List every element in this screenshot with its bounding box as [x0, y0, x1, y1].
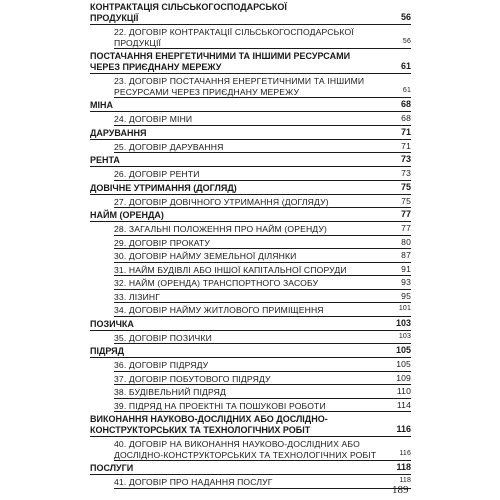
entry-title: 40. ДОГОВІР НА ВИКОНАННЯ НАУКОВО-ДОСЛІДНИХ АБО ДОСЛІДНО-КОНСТРУКТОРСЬКИХ ТА ТЕХНОЛОГІЧНИХ РОБІТ	[114, 439, 377, 460]
entry-title: 41. ДОГОВІР ПРО НАДАННЯ ПОСЛУГ	[114, 477, 273, 487]
page-ref: 61	[400, 61, 411, 71]
section-title: КОНТРАКТАЦІЯ СІЛЬСЬКОГОСПОДАРСЬКОЇ ПРОДУКЦІЇ	[90, 2, 287, 23]
entry-title: 33. ЛІЗИНГ	[114, 291, 161, 302]
entry-title: 36. ДОГОВІР ПІДРЯДУ	[114, 360, 209, 370]
section-title: МІНА	[90, 100, 113, 110]
entry-title: 35. ДОГОВІР ПОЗИЧКИ	[114, 332, 212, 343]
toc-entry[interactable]	[114, 236, 411, 250]
toc-entry[interactable]	[114, 195, 411, 209]
toc-section[interactable]	[90, 49, 411, 74]
toc-section[interactable]	[90, 344, 411, 358]
page-ref: 73	[400, 154, 411, 164]
toc-entry[interactable]	[114, 290, 411, 304]
section-title: НАЙМ (ОРЕНДА)	[90, 210, 164, 220]
toc-section[interactable]	[90, 153, 411, 167]
entry-title: 34. ДОГОВІР НАЙМУ ЖИТЛОВОГО ПРИМІЩЕННЯ	[114, 305, 324, 315]
section-title: ПІДРЯД	[90, 346, 125, 356]
entry-title: 28. ЗАГАЛЬНІ ПОЛОЖЕННЯ ПРО НАЙМ (ОРЕНДУ)	[114, 224, 327, 234]
entry-title: 27. ДОГОВІР ДОВІЧНОГО УТРИМАННЯ (ДОГЛЯДУ)	[114, 196, 329, 207]
page-ref: 77	[401, 223, 411, 233]
page-ref: 73	[401, 168, 411, 178]
page-ref: 109	[396, 372, 411, 383]
page-ref: 103	[395, 317, 411, 328]
page-ref: 110	[396, 386, 411, 396]
page-ref: 116	[396, 424, 411, 434]
page-ref: 71	[400, 126, 411, 137]
entry-title: 38. БУДІВЕЛЬНИЙ ПІДРЯД	[114, 387, 227, 397]
page-ref: 118	[399, 477, 411, 484]
toc-section[interactable]	[90, 208, 411, 222]
page-ref: 118	[396, 462, 411, 472]
page-number: 189	[392, 484, 409, 496]
page-ref: 103	[398, 332, 411, 340]
entry-title: 29. ДОГОВІР ПРОКАТУ	[114, 237, 210, 248]
toc-entry[interactable]	[114, 140, 411, 154]
toc-entry[interactable]	[114, 25, 411, 49]
page-ref: 93	[401, 277, 411, 287]
toc-entry[interactable]	[114, 372, 411, 386]
section-title: ДАРУВАННЯ	[90, 127, 147, 138]
toc-entry[interactable]	[114, 276, 411, 290]
section-title: РЕНТА	[90, 155, 120, 165]
toc-entry[interactable]	[114, 74, 411, 98]
toc-entry[interactable]	[114, 358, 411, 372]
entry-title: 26. ДОГОВІР РЕНТИ	[114, 169, 200, 179]
toc-entry[interactable]	[114, 249, 411, 263]
section-title: ВИКОНАННЯ НАУКОВО-ДОСЛІДНИХ АБО ДОСЛІДНО- КОНСТРУКТОРСЬКИХ ТА ТЕХНОЛОГІЧНИХ РОБІТ	[90, 414, 328, 435]
entry-title: 32. НАЙМ (ОРЕНДА) ТРАНСПОРТНОГО ЗАСОБУ	[114, 278, 319, 288]
toc-entry[interactable]	[114, 475, 411, 489]
toc-entry[interactable]	[114, 222, 411, 236]
toc-section[interactable]	[90, 181, 411, 195]
section-title: ПОСЛУГИ	[90, 463, 134, 473]
page-ref: 116	[399, 449, 411, 457]
entry-title: 30. ДОГОВІР НАЙМУ ЗЕМЕЛЬНОЇ ДІЛЯНКИ	[114, 251, 297, 261]
page-ref: 105	[396, 359, 411, 369]
page-ref: 71	[401, 140, 411, 151]
entry-title: 31. НАЙМ БУДІВЛІ АБО ІНШОЇ КАПІТАЛЬНОЇ СПОРУДИ	[114, 264, 347, 275]
toc-entry[interactable]	[114, 263, 411, 277]
section-title: ПОЗИЧКА	[90, 318, 134, 329]
page-ref: 80	[401, 236, 411, 247]
entry-title: 24. ДОГОВІР МІНИ	[114, 114, 193, 124]
section-title: ДОВІЧНЕ УТРИМАННЯ (ДОГЛЯД)	[90, 182, 237, 193]
toc-entry[interactable]	[114, 331, 411, 345]
entry-title: 39. ПІДРЯД НА ПРОЕКТНІ ТА ПОШУКОВІ РОБОТИ	[114, 400, 326, 411]
page-ref: 77	[400, 209, 411, 219]
entry-title: 25. ДОГОВІР ДАРУВАННЯ	[114, 141, 224, 152]
toc-entry[interactable]	[114, 303, 411, 317]
section-title: ПОСТАЧАННЯ ЕНЕРГЕТИЧНИМИ ТА ІНШИМИ РЕСУРСАМИ ЧЕРЕЗ ПРИЄДНАНУ МЕРЕЖУ	[90, 51, 351, 72]
toc-entry[interactable]	[114, 399, 411, 413]
page-ref: 56	[402, 37, 411, 45]
page-ref: 61	[402, 86, 411, 94]
page-ref: 68	[400, 99, 411, 109]
page-ref: 95	[401, 290, 411, 301]
toc-entry[interactable]	[114, 385, 411, 399]
entry-title: 23. ДОГОВІР ПОСТАЧАННЯ ЕНЕРГЕТИЧНИМИ ТА ІНШИМИ РЕСУРСАМИ ЧЕРЕЗ ПРИЄДНАНУ МЕРЕЖУ	[114, 76, 365, 97]
page-ref: 75	[401, 195, 411, 206]
toc-section[interactable]	[90, 0, 411, 25]
page-ref: 105	[395, 345, 411, 355]
page-ref: 68	[401, 113, 411, 123]
entry-title: 37. ДОГОВІР ПОБУТОВОГО ПІДРЯДУ	[114, 373, 271, 384]
toc-section[interactable]	[90, 461, 411, 475]
toc-section[interactable]	[90, 412, 411, 437]
entry-title: 22. ДОГОВІР КОНТРАКТАЦІЇ СІЛЬСЬКОГОСПОДАРСЬКОЇ ПРОДУКЦІЇ	[114, 27, 354, 48]
toc-section[interactable]	[90, 317, 411, 331]
toc-section[interactable]	[90, 126, 411, 140]
toc-entry[interactable]	[114, 437, 411, 461]
toc-entry[interactable]	[114, 167, 411, 181]
page-ref: 91	[401, 263, 411, 274]
page-ref: 56	[400, 12, 411, 22]
toc-entry[interactable]	[114, 112, 411, 126]
page-ref: 87	[401, 250, 411, 260]
table-of-contents	[90, 0, 411, 489]
toc-section[interactable]	[90, 98, 411, 112]
page-ref: 75	[400, 181, 411, 192]
page-ref: 114	[396, 399, 411, 410]
page-ref: 101	[398, 305, 411, 312]
